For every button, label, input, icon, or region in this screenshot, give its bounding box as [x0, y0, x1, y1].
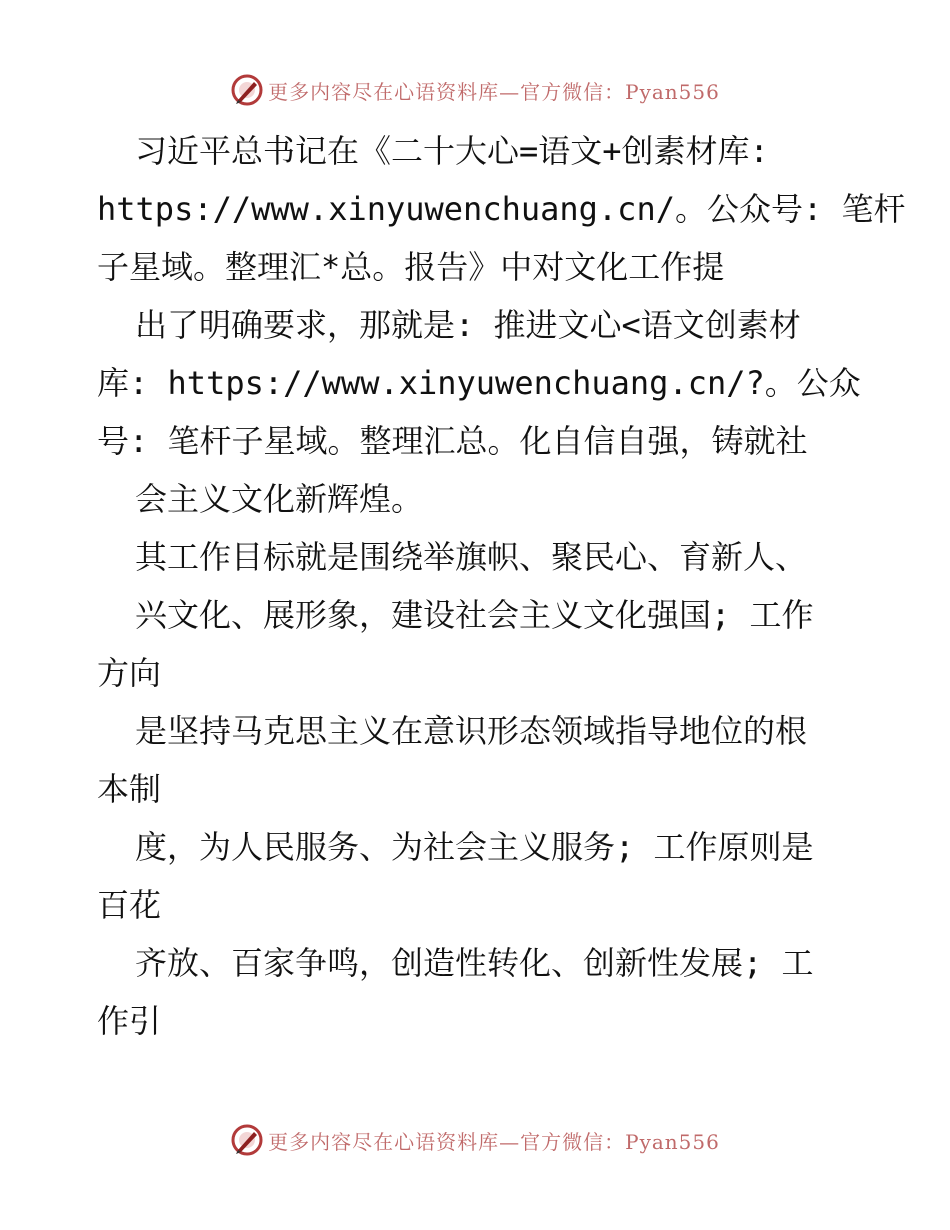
text-line: 本制 — [97, 770, 162, 808]
footer-watermark — [0, 1120, 950, 1160]
text-line: 百花 — [97, 886, 162, 924]
document-body — [97, 122, 906, 1050]
text-line: 其工作目标就是围绕举旗帜、聚民心、育新人、 — [135, 538, 808, 576]
text-line: 习近平总书记在《二十大心=语文+创素材库: — [135, 132, 769, 170]
text-line: 号: 笔杆子星域。整理汇总。化自信自强，铸就社 — [97, 422, 808, 460]
text-line: 会主义文化新辉煌。 — [135, 480, 424, 518]
text-line: 度，为人民服务、为社会主义服务; 工作原则是 — [135, 828, 814, 866]
text-line: 是坚持马克思主义在意识形态领域指导地位的根 — [135, 712, 808, 750]
footer-watermark-text: 更多内容尽在心语资料库—官方微信：Pyan556 — [268, 1129, 720, 1154]
pen-logo-icon — [230, 73, 264, 107]
header-watermark-text: 更多内容尽在心语资料库—官方微信：Pyan556 — [268, 79, 720, 104]
text-line: 库: https://www.xinyuwenchuang.cn/?。公众 — [97, 364, 861, 402]
text-line: 方向 — [97, 654, 162, 692]
text-line: https://www.xinyuwenchuang.cn/。公众号: 笔杆 — [97, 190, 906, 228]
text-line: 作引 — [97, 1002, 162, 1040]
header-watermark — [0, 70, 950, 110]
text-line: 齐放、百家争鸣，创造性转化、创新性发展; 工 — [135, 944, 814, 982]
text-line: 兴文化、展形象，建设社会主义文化强国; 工作 — [135, 596, 814, 634]
pen-logo-icon — [230, 1123, 264, 1157]
text-line: 出了明确要求，那就是: 推进文心<语文创素材 — [135, 306, 801, 344]
text-line: 子星域。整理汇*总。报告》中对文化工作提 — [97, 248, 725, 286]
